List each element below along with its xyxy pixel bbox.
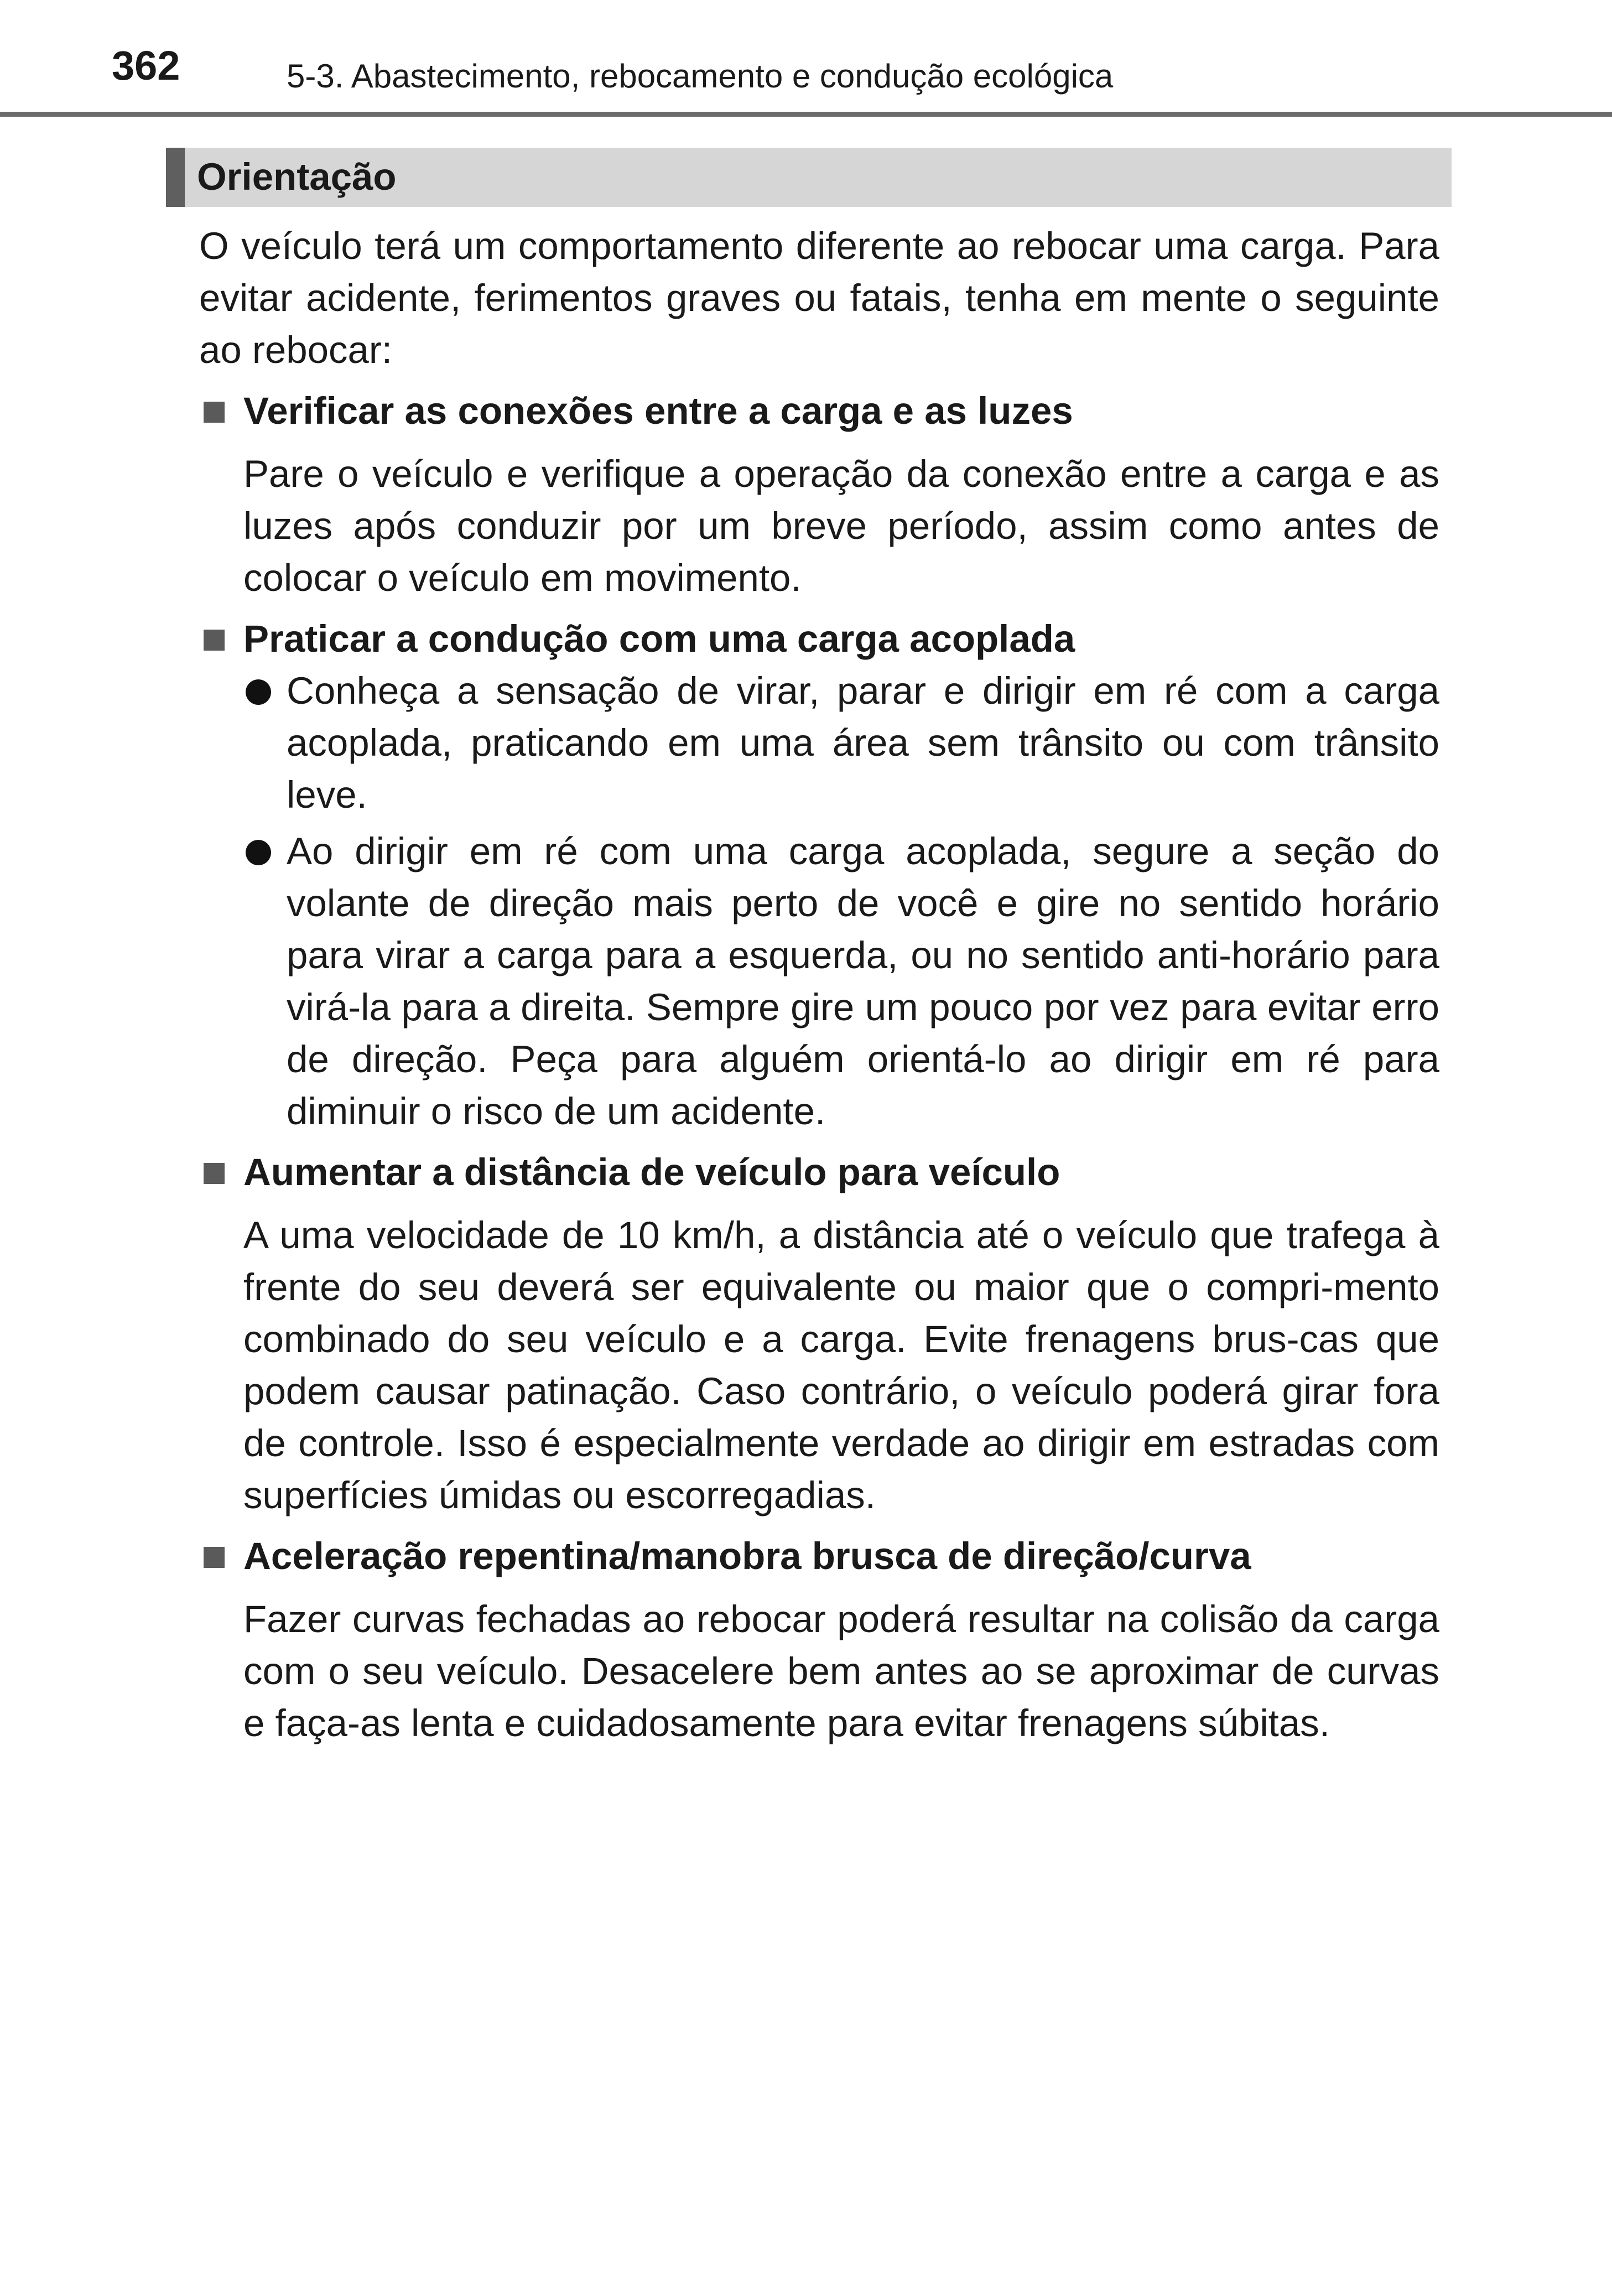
section-accent-bar — [166, 148, 185, 207]
chapter-header: 5-3. Abastecimento, rebocamento e condução ecológica — [287, 58, 1114, 95]
square-bullet-icon — [204, 630, 225, 651]
bullet-text: Ao dirigir em ré com uma carga acoplada, segure a seção do volante de direção mais perto de você e gire no sentido horário para virar a carga para a esquerda, ou no sentido anti-horário para virá-la para a direita. Sempre gire um pouco por vez para evitar erro de direção. Peça para alguém orientá-lo ao dirigir em ré para diminuir o risco de um acidente. — [287, 830, 1439, 1133]
page-number: 362 — [112, 43, 180, 89]
topic-title: Aumentar a distância de veículo para veículo — [243, 1151, 1060, 1193]
topic-text-distance: A uma velocidade de 10 km/h, a distância até o veículo que trafega à frente do seu deverá ser equivalente ou maior que o compri-mento combinado do seu veículo e a carga. Evite frenagens brus-cas que podem causar patinação. Caso contrário, o veículo poderá girar fora de controle. Isso é especialmente verdade ao dirigir em estradas com superfícies úmidas ou escorregadias. — [243, 1214, 1439, 1516]
bullet-item — [199, 825, 1439, 1137]
header-divider — [0, 112, 1612, 117]
topic-text-acceleration: Fazer curvas fechadas ao rebocar poderá resultar na colisão da carga com o seu veículo. Desacelere bem antes ao se aproximar de curvas e faça-as lenta e cuidadosamente para evitar frenagens súbitas. — [243, 1598, 1439, 1744]
topic-heading-connections — [199, 385, 1439, 437]
topic-text-connections: Pare o veículo e verifique a operação da conexão entre a carga e as luzes após conduzir por um breve período, assim como antes de colocar o veículo em movimento. — [243, 453, 1439, 599]
square-bullet-icon — [204, 1547, 225, 1568]
square-bullet-icon — [204, 402, 225, 423]
topic-heading-acceleration — [199, 1530, 1439, 1582]
bullet-text: Conheça a sensação de virar, parar e dirigir em ré com a carga acoplada, praticando em uma área sem trânsito ou com trânsito leve. — [287, 669, 1439, 816]
intro-paragraph: O veículo terá um comportamento diferente ao rebocar uma carga. Para evitar acidente, ferimentos graves ou fatais, tenha em mente o seguinte ao rebocar: — [199, 225, 1439, 371]
topic-title: Verificar as conexões entre a carga e as luzes — [243, 389, 1073, 432]
topic-heading-distance — [199, 1146, 1439, 1198]
topic-title: Praticar a condução com uma carga acoplada — [243, 617, 1075, 660]
section-heading-bar — [166, 148, 1452, 207]
square-bullet-icon — [204, 1163, 225, 1184]
page-content — [199, 220, 1439, 1749]
round-bullet-icon — [246, 679, 271, 705]
topic-title: Aceleração repentina/manobra brusca de direção/curva — [243, 1535, 1251, 1577]
section-title: Orientação — [197, 155, 397, 198]
round-bullet-icon — [246, 840, 271, 865]
bullet-item — [199, 665, 1439, 821]
topic-heading-practice — [199, 613, 1439, 665]
